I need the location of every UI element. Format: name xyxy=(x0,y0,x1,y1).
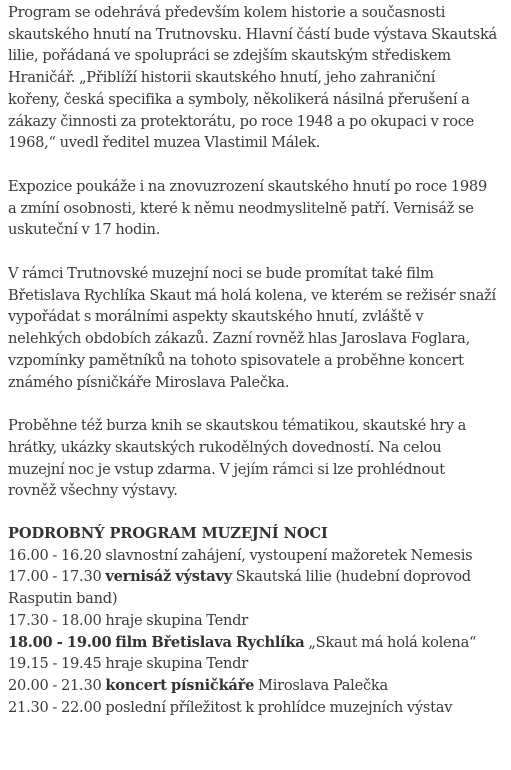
text-line: Proběhne též burza knih se skautskou tématikou, skautské hry a xyxy=(8,417,467,435)
text-line: muzejní noc je vstup zdarma. V jejím rámci si lze prohlédnout xyxy=(8,460,445,478)
text-line: zákazy činnosti za protektorátu, po roce 1948 a po okupaci v roce xyxy=(8,112,475,130)
program-list xyxy=(8,545,508,719)
text-line: uskuteční v 17 hodin. xyxy=(8,221,161,239)
text-line: V rámci Trutnovské muzejní noci se bude promítat také film xyxy=(8,265,434,283)
program-item xyxy=(8,632,508,654)
program-text: slavnostní zahájení, vystoupení mažoretek Nemesis xyxy=(105,546,473,564)
text-line: lilie, pořádaná ve spolupráci se zdejším skautským střediskem xyxy=(8,47,451,65)
program-highlight: koncert písničkáře xyxy=(105,676,255,694)
text-line: Hraničář. „Přiblíží historii skautského hnutí, jeho zahraniční xyxy=(8,69,436,87)
paragraph-exhibition xyxy=(8,176,508,241)
program-time: 18.00 - 19.00 xyxy=(8,633,112,651)
program-item xyxy=(8,566,508,609)
text-line: kořeny, česká specifika a symboly, několikerá násilná přerušení a xyxy=(8,90,470,108)
program-time: 19.15 - 19.45 xyxy=(8,655,102,673)
program-time: 17.30 - 18.00 xyxy=(8,611,102,629)
program-item xyxy=(8,610,508,632)
paragraph-intro xyxy=(8,2,508,154)
text-line: vypořádat s morálními aspekty skautského hnutí, zvláště v xyxy=(8,308,424,326)
program-text: Skautská lilie (hudební doprovod Rasputin band) xyxy=(8,568,471,608)
program-time: 21.30 - 22.00 xyxy=(8,698,102,716)
text-line: rovněž všechny výstavy. xyxy=(8,482,178,500)
program-time: 17.00 - 17.30 xyxy=(8,568,102,586)
program-highlight: film Břetislava Rychlíka xyxy=(115,633,305,651)
text-line: vzpomínky pamětníků na tohoto spisovatele a proběhne koncert xyxy=(8,351,464,369)
program-text: hraje skupina Tendr xyxy=(105,611,248,629)
text-line: 1968,“ uvedl ředitel muzea Vlastimil Málek. xyxy=(8,134,321,152)
program-text: „Skaut má holá kolena“ xyxy=(308,633,477,651)
program-text: hraje skupina Tendr xyxy=(105,655,248,673)
paragraph-film xyxy=(8,263,508,393)
program-item xyxy=(8,545,508,567)
program-highlight: vernisáž výstavy xyxy=(105,568,232,586)
program-heading: PODROBNÝ PROGRAM MUZEJNÍ NOCI xyxy=(8,525,328,543)
program-text: poslední příležitost k prohlídce muzejních výstav xyxy=(105,698,453,716)
text-line: Expozice poukáže i na znovuzrození skautského hnutí po roce 1989 xyxy=(8,177,487,195)
program-time: 20.00 - 21.30 xyxy=(8,676,102,694)
text-line: a zmíní osobnosti, které k němu neodmyslitelně patří. Vernisáž se xyxy=(8,199,474,217)
program-time: 16.00 - 16.20 xyxy=(8,546,102,564)
paragraph-book-fair xyxy=(8,415,508,502)
text-line: nelehkých obdobích zákazů. Zazní rovněž hlas Jaroslava Foglara, xyxy=(8,330,470,348)
program-text: Miroslava Palečka xyxy=(258,676,388,694)
program-item xyxy=(8,697,508,719)
text-line: známého písničkáře Miroslava Palečka. xyxy=(8,373,290,391)
text-line: skautského hnutí na Trutnovsku. Hlavní částí bude výstava Skautská xyxy=(8,25,498,43)
program-item xyxy=(8,653,508,675)
text-line: Program se odehrává především kolem historie a současnosti xyxy=(8,4,446,21)
text-line: hrátky, ukázky skautských rukodělných dovedností. Na celou xyxy=(8,438,442,456)
program-item xyxy=(8,675,508,697)
text-line: Břetislava Rychlíka Skaut má holá kolena, ve kterém se režisér snaží xyxy=(8,286,496,304)
article-body xyxy=(8,0,508,718)
